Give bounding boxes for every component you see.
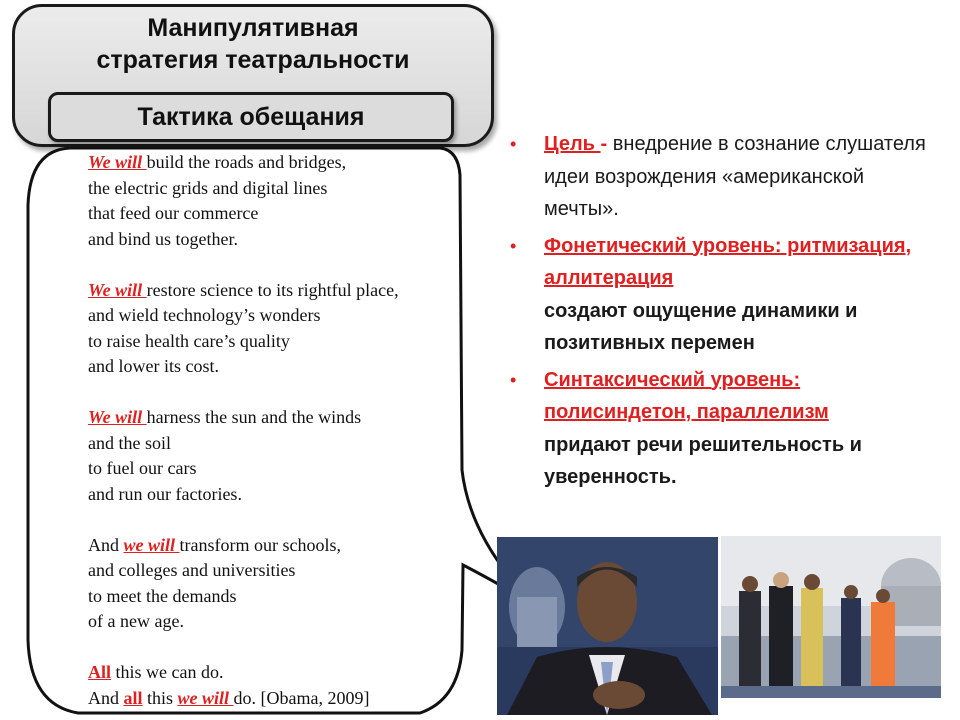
poem-line: We will restore science to its rightful place, [88,279,399,300]
poem-line: and lower its cost. [88,356,219,376]
slide-subtitle: Тактика обещания [137,103,365,131]
poem-line: and colleges and universities [88,560,296,580]
poem-line: that feed our commerce [88,203,259,223]
slide-title-line1: Манипулятивная [147,14,359,42]
bullet-goal: • Цель - внедрение в сознание слушателя идеи возрождения «американской мечты». [510,128,930,226]
analysis-bullets [510,128,930,498]
poem-line: And we will transform our schools, [88,534,341,555]
bullet-syntactic: • Синтаксический уровень: полисиндетон, параллелизм придают речи решительность и уверенность. [510,364,930,494]
poem-line: to fuel our cars [88,458,197,478]
poem-line: the electric grids and digital lines [88,177,328,198]
bullet-icon: • [510,235,517,256]
poem-line: and bind us together. [88,228,238,249]
poem-line: We will harness the sun and the winds [88,407,362,427]
poem-line: and run our factories. [88,483,242,504]
poem-line: of a new age. [88,611,184,631]
poem-line: and the soil [88,432,171,453]
poem-line: All this we can do. [88,662,224,682]
slide-title-line2: стратегия театральности [96,46,410,74]
poem-line: We will build the roads and bridges, [88,152,347,172]
poem-line: And all this we will do. [Obama, 2009] [88,687,370,708]
poem-line: to raise health care’s quality [88,330,290,351]
obama-speech-quote [88,150,468,711]
poem-line: and wield technology’s wonders [88,305,321,325]
obama-portrait-photo [497,537,718,715]
inauguration-photo [721,536,941,698]
bullet-phonetic: • Фонетический уровень: ритмизация, аллитерация создают ощущение динамики и позитивных перемен [510,230,930,360]
bullet-icon: • [510,134,517,154]
bullet-icon: • [510,369,517,390]
poem-line: to meet the demands [88,585,237,606]
